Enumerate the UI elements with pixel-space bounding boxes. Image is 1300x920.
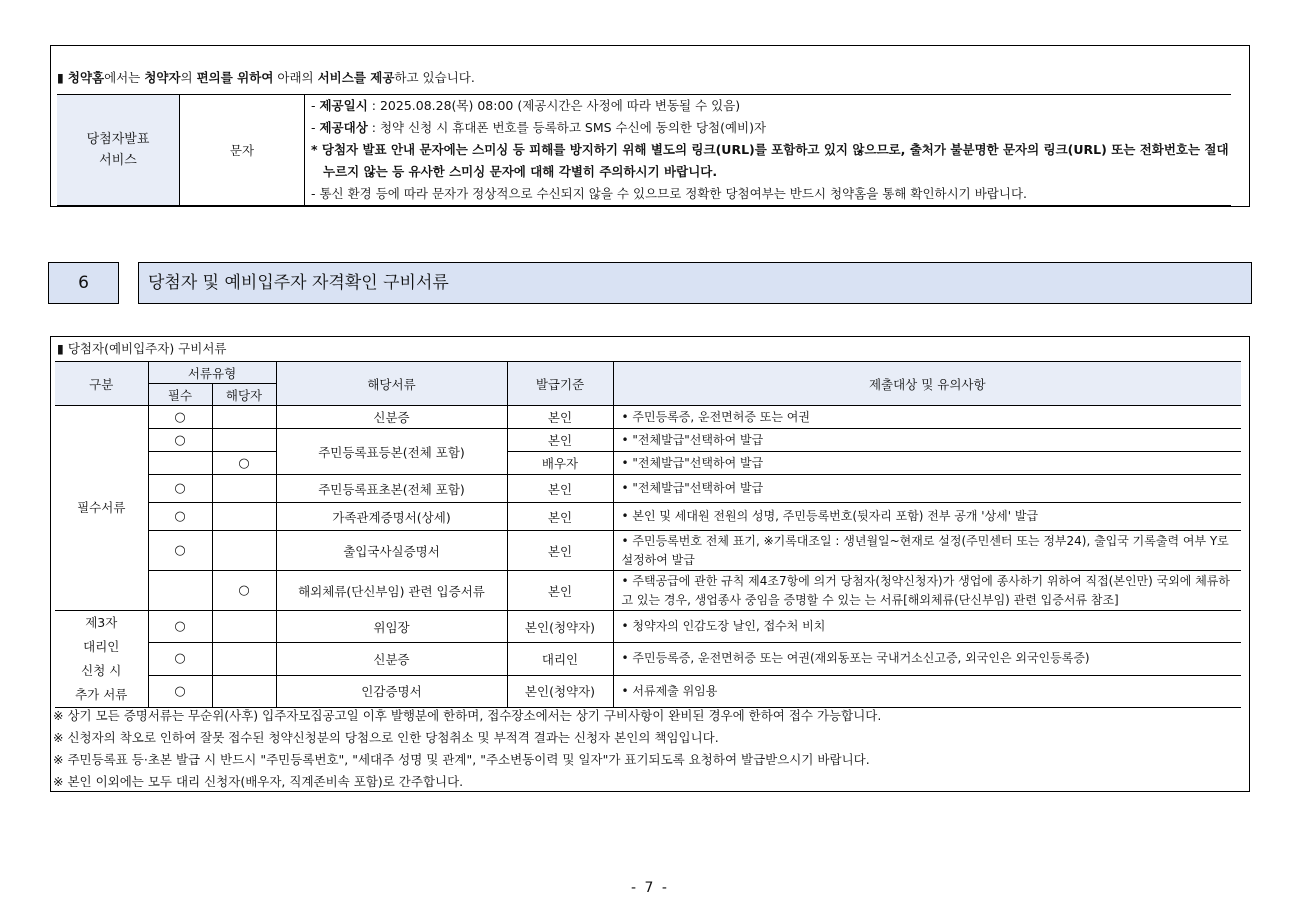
table-row — [55, 571, 1241, 611]
required-mark: ○ — [148, 475, 212, 503]
issuer: 본인(청약자) — [507, 675, 613, 707]
issuer: 본인 — [507, 503, 613, 531]
document-name: 해외체류(단신부임) 관련 입증서류 — [276, 571, 507, 611]
header-notes: 제출대상 및 유의사항 — [613, 362, 1241, 406]
detail-target — [311, 117, 1231, 139]
table-row — [55, 429, 1241, 452]
category-proxy-line: 추가 서류 — [75, 687, 128, 702]
required-mark: ○ — [148, 643, 212, 675]
dash: - — [311, 120, 320, 135]
applicable-mark: ○ — [212, 452, 276, 475]
category-required: 필수서류 — [55, 406, 148, 611]
service-info-box — [50, 45, 1250, 207]
footnote: ※ 상기 모든 증명서류는 무순위(사후) 입주자모집공고일 이후 발행분에 한하며, 접수장소에서는 상기 구비사항이 완비된 경우에 한하여 접수 가능합니다. — [53, 708, 882, 723]
header-doc-type: 서류유형 — [148, 362, 276, 384]
documents-box — [50, 336, 1250, 792]
applicable-mark: ○ — [212, 571, 276, 611]
footnotes — [53, 705, 1243, 793]
document-name: 가족관계증명서(상세) — [276, 503, 507, 531]
intro-text-3: 아래의 — [273, 70, 318, 85]
required-mark: ○ — [148, 429, 212, 452]
applicable-mark — [212, 643, 276, 675]
note: • "전체발급"선택하여 발급 — [613, 429, 1241, 452]
footnote: ※ 본인 이외에는 모두 대리 신청자(배우자, 직계존비속 포함)로 간주합니다. — [53, 774, 464, 789]
detail-target-value: : 청약 신청 시 휴대폰 번호를 등록하고 SMS 수신에 동의한 당첨(예비)자 — [367, 120, 767, 135]
detail-date-value: : 2025.08.28(목) 08:00 (제공시간은 사정에 따라 변동될 수 있음) — [367, 98, 741, 113]
applicable-mark — [212, 475, 276, 503]
intro-bold-1: 청약홈 — [67, 70, 105, 85]
service-label-line2: 서비스 — [99, 153, 137, 168]
document-name: 신분증 — [276, 406, 507, 429]
intro-text-1: 에서는 — [104, 70, 145, 85]
detail-target-key: 제공대상 — [319, 120, 368, 135]
document-name: 신분증 — [276, 643, 507, 675]
applicable-mark — [212, 503, 276, 531]
smishing-warning: * 당첨자 발표 안내 문자에는 스미싱 등 피해를 방지하기 위해 별도의 링크(URL)를 포함하고 있지 않으므로, 출처가 불분명한 문자의 링크(URL) 또는 전화번호는 절대 누르지 않는 등 유사한 스미싱 문자에 대해 각별히 주의하시기 바랍니다. — [311, 142, 1229, 179]
category-proxy-line: 대리인 — [83, 639, 120, 654]
category-proxy — [55, 611, 148, 708]
table-row — [55, 675, 1241, 707]
detail-network-note: - 통신 환경 등에 따라 문자가 정상적으로 수신되지 않을 수 있으므로 정확한 당첨여부는 반드시 청약홈을 통해 확인하시기 바랍니다. — [311, 186, 1028, 201]
table-row — [55, 611, 1241, 643]
issuer: 본인 — [507, 475, 613, 503]
note: • "전체발급"선택하여 발급 — [613, 475, 1241, 503]
issuer: 대리인 — [507, 643, 613, 675]
issuer: 배우자 — [507, 452, 613, 475]
intro-bold-4: 서비스를 제공 — [317, 70, 395, 85]
document-name: 위임장 — [276, 611, 507, 643]
table-row — [55, 452, 1241, 475]
required-mark: ○ — [148, 675, 212, 707]
issuer: 본인 — [507, 571, 613, 611]
issuer: 본인(청약자) — [507, 611, 613, 643]
marker: ▮ — [57, 70, 64, 85]
table-row — [55, 503, 1241, 531]
header-applicable: 해당자 — [212, 384, 276, 406]
table-row — [55, 531, 1241, 571]
note: • 청약자의 인감도장 날인, 접수처 비치 — [613, 611, 1241, 643]
document-name: 인감증명서 — [276, 675, 507, 707]
intro-text-2: 의 — [180, 70, 197, 85]
service-table — [57, 94, 1231, 206]
note: • 주택공급에 관한 규칙 제4조7항에 의거 당첨자(청약신청자)가 생업에 종사하기 위하여 직접(본인만) 국외에 체류하고 있는 경우, 생업종사 중임을 증명할 수 있는 는 서류[해외체류(단신부임) 관련 입증서류 참조] — [613, 571, 1241, 611]
applicable-mark — [212, 531, 276, 571]
section-title: 당첨자 및 예비입주자 자격확인 구비서류 — [138, 262, 1252, 304]
note: • "전체발급"선택하여 발급 — [613, 452, 1241, 475]
category-proxy-line: 신청 시 — [81, 663, 122, 678]
document-name: 주민등록표등본(전체 포함) — [276, 429, 507, 475]
service-intro — [57, 68, 475, 86]
required-mark: ○ — [148, 611, 212, 643]
issuer: 본인 — [507, 406, 613, 429]
note: • 주민등록증, 운전면허증 또는 여권 — [613, 406, 1241, 429]
note: • 주민등록번호 전체 표기, ※기록대조일 : 생년월일~현재로 설정(주민센터 또는 정부24), 출입국 기록출력 여부 Y로 설정하여 발급 — [613, 531, 1241, 571]
note: • 본인 및 세대원 전원의 성명, 주민등록번호(뒷자리 포함) 전부 공개 '상세' 발급 — [613, 503, 1241, 531]
intro-text-4: 하고 있습니다. — [394, 70, 475, 85]
page-number: - 7 - — [631, 880, 669, 896]
header-category: 구분 — [55, 362, 148, 406]
header-document: 해당서류 — [276, 362, 507, 406]
service-label-line1: 당첨자발표 — [86, 132, 150, 147]
required-mark: ○ — [148, 531, 212, 571]
document-name: 주민등록표초본(전체 포함) — [276, 475, 507, 503]
applicable-mark — [212, 611, 276, 643]
footnote: ※ 신청자의 착오로 인하여 잘못 접수된 청약신청분의 당첨으로 인한 당첨취소 및 부적격 결과는 신청자 본인의 책임입니다. — [53, 730, 719, 745]
documents-title: ▮ 당첨자(예비입주자) 구비서류 — [57, 341, 227, 356]
detail-date — [311, 95, 1231, 117]
applicable-mark — [212, 675, 276, 707]
category-proxy-line: 제3자 — [85, 615, 118, 630]
table-row — [55, 475, 1241, 503]
note: • 주민등록증, 운전면허증 또는 여권(재외동포는 국내거소신고증, 외국인은 외국인등록증) — [613, 643, 1241, 675]
service-type: 문자 — [180, 95, 305, 206]
required-mark — [148, 452, 212, 475]
required-mark — [148, 571, 212, 611]
note: • 서류제출 위임용 — [613, 675, 1241, 707]
detail-date-key: 제공일시 — [319, 98, 368, 113]
issuer: 본인 — [507, 531, 613, 571]
table-row — [55, 643, 1241, 675]
header-issuer: 발급기준 — [507, 362, 613, 406]
service-details — [305, 95, 1232, 206]
applicable-mark — [212, 429, 276, 452]
service-label — [57, 95, 180, 206]
issuer: 본인 — [507, 429, 613, 452]
dash: - — [311, 98, 320, 113]
required-mark: ○ — [148, 503, 212, 531]
intro-bold-2: 청약자 — [144, 70, 181, 85]
table-row — [55, 406, 1241, 429]
applicable-mark — [212, 406, 276, 429]
section-number: 6 — [48, 262, 119, 304]
document-name: 출입국사실증명서 — [276, 531, 507, 571]
documents-table — [55, 361, 1241, 708]
footnote: ※ 주민등록표 등·초본 발급 시 반드시 "주민등록번호", "세대주 성명 및 관계", "주소변동이력 및 일자"가 표기되도록 요청하여 발급받으시기 바랍니다. — [53, 752, 870, 767]
header-required: 필수 — [148, 384, 212, 406]
required-mark: ○ — [148, 406, 212, 429]
intro-bold-3: 편의를 위하여 — [196, 70, 274, 85]
